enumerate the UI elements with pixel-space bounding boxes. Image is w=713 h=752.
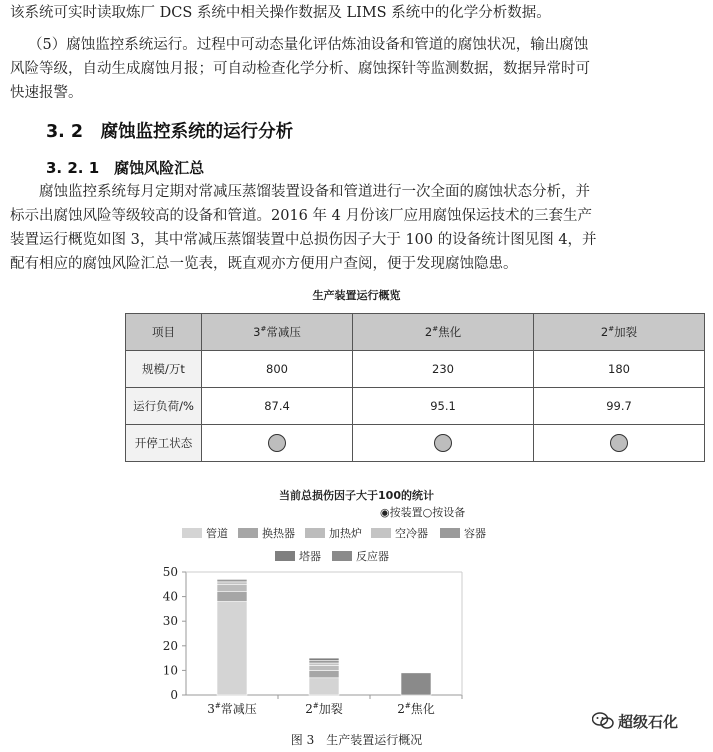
legend-item: 管道 [182,525,228,541]
legend-item: 空冷器 [371,525,428,541]
legend-item: 容器 [440,525,486,541]
table-cell: 230 [353,351,534,388]
header-unit-1: 3#常减压 [202,314,353,351]
table-cell: 87.4 [202,388,353,425]
section-heading: 3. 2 腐蚀监控系统的运行分析 [46,122,294,142]
table-cell: 95.1 [353,388,534,425]
table-cell: 800 [202,351,353,388]
watermark: 超级石化 [592,711,678,732]
y-tick-label: 20 [162,638,178,653]
bar-segment [309,678,339,695]
bar-segment [309,658,339,660]
x-tick-label: 3#常减压 [207,702,257,716]
y-tick-label: 0 [170,688,178,702]
paragraph-line: 快速报警。 [10,85,83,101]
y-tick-label: 40 [162,589,178,604]
legend-item: 换热器 [238,525,295,541]
body-line: 标示出腐蚀风险等级较高的设备和管道。2016 年 4 月份该厂应用腐蚀保运技术的三套生产 [10,208,592,224]
bar-segment [217,602,247,695]
table-title: 生产装置运行概览 [312,289,401,302]
y-tick-label: 30 [162,614,178,629]
body-line: 配有相应的腐蚀风险汇总一览表，既直观亦方便用户查阅，便于发现腐蚀隐患。 [10,256,518,272]
x-tick-label: 2#焦化 [397,702,435,716]
wechat-icon [592,712,614,730]
header-item: 项目 [126,314,202,351]
bar-segment [217,582,247,584]
subsection-heading: 3. 2. 1 腐蚀风险汇总 [46,159,205,177]
header-unit-2: 2#焦化 [353,314,534,351]
row-label: 规模/万t [126,351,202,388]
legend-item: 塔器 [275,548,321,564]
y-tick-label: 10 [162,663,178,678]
chart-title: 当前总损伤因子大于100的统计 [279,489,434,502]
row-label: 运行负荷/% [126,388,202,425]
row-label: 开停工状态 [126,425,202,462]
bar-segment [217,579,247,581]
body-line: 装置运行概览如图 3，其中常减压蒸馏装置中总损伤因子大于 100 的设备统计图见图 4，并 [10,232,597,248]
table-cell: 99.7 [534,388,705,425]
bar-segment [309,670,339,677]
y-tick-label: 50 [162,565,178,579]
body-line: 腐蚀监控系统每月定期对常减压蒸馏装置设备和管道进行一次全面的腐蚀状态分析，并 [10,184,590,200]
header-unit-3: 2#加裂 [534,314,705,351]
bar-segment [217,592,247,602]
paragraph-line: 风险等级，自动生成腐蚀月报；可自动检查化学分析、腐蚀探针等监测数据，数据异常时可 [10,61,590,77]
table-cell: 180 [534,351,705,388]
bar-segment [309,663,339,665]
bar-segment [309,665,339,670]
paragraph-line: （5）腐蚀监控系统运行。过程中可动态量化评估炼油设备和管道的腐蚀状况，输出腐蚀 [28,37,589,53]
bar-segment [309,661,339,663]
paragraph-line: 该系统可实时读取炼厂 DCS 系统中相关操作数据及 LIMS 系统中的化学分析数据。 [10,5,551,21]
figure-caption: 图 3 生产装置运行概况 [290,733,423,747]
legend-item: 反应器 [332,548,389,564]
bar-segment [217,584,247,591]
radio-by-unit[interactable]: ◉按装置 [380,506,423,519]
bar-segment [401,673,431,695]
radio-by-equipment[interactable]: ○按设备 [422,506,466,519]
legend-item: 加热炉 [305,525,362,541]
x-tick-label: 2#加裂 [305,702,343,716]
